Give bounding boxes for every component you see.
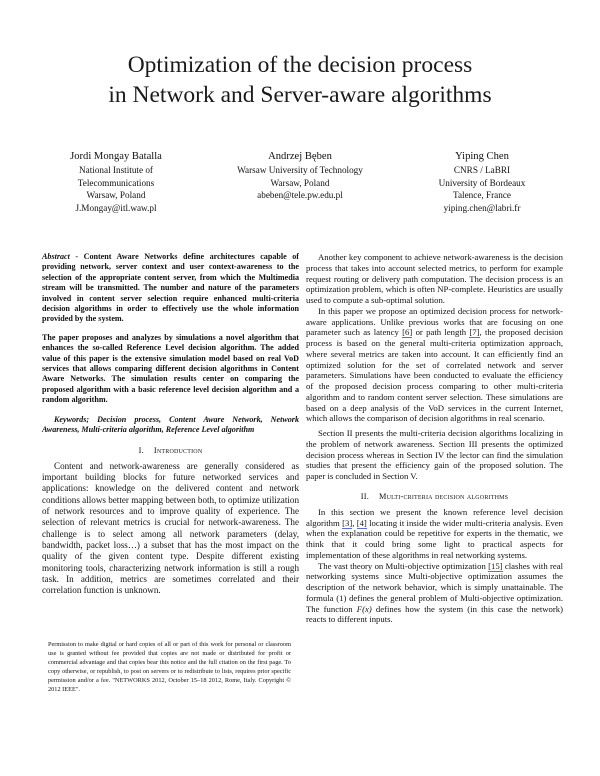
paragraph-proposal: In this paper we propose an optimized decision process for network-aware applications. Unlike previous works that are focusing on one parameter such as latency [6] or path length [7], the proposed decision process is based on the general multi-criteria optimization approach, where several metrics are taken into account. It can efficiently find an optimized solution for the set of correlated network and server parameters. Simulations have been conducted to evaluate the efficiency of the proposed decision process comparing to other multi-criteria algorithm and to random content server selection. These simulations are based on a deep analysis of the VoD services in the current Internet, which allows the comparison of decision algorithms in real scenario. <box>306 305 563 424</box>
author-affiliation: Warsaw University of Technology <box>237 165 363 175</box>
author-location: Talence, France <box>452 190 512 201</box>
author-name: Andrzej Bęben <box>268 151 332 162</box>
author-location: Warsaw, Poland <box>270 177 330 188</box>
author-email: abeben@tele.pw.edu.pl <box>257 190 343 201</box>
abstract-paragraph-2: The paper proposes and analyzes by simulations a novel algorithm that enhances the so-called Reference Level decision algorithm. The added value of this paper is the extensive simulation model based on real VoD services that allows comparing different decision algorithms in Content Aware Networks. The simulation results center on comparing the proposed algorithm with a basic reference level decision algorithm and a random algorithm. <box>42 332 299 405</box>
author-affiliation: University of Bordeaux <box>438 177 526 188</box>
math-function: F(x) <box>356 603 372 614</box>
paragraph-multiobjective: The vast theory on Multi-objective optimization [15] clashes with real networking systems since Multi-objective optimization assumes the description of the network behavior, which is simply unattainable. The formula (1) defines the general problem of Multi-objective optimization. The function F(x) defines how the system (in this case the network) reacts to different inputs. <box>306 560 563 625</box>
author-affiliation: National Institute of <box>79 165 153 175</box>
author-email: yiping.chen@labri.fr <box>443 202 521 213</box>
section-number: I. <box>138 445 144 455</box>
keywords <box>42 415 299 436</box>
citation-link[interactable]: [6] <box>402 327 413 338</box>
citation-link[interactable]: [3] <box>342 517 353 528</box>
section-heading-introduction <box>42 446 299 455</box>
author-affiliation: CNRS / LaBRI <box>453 165 511 175</box>
abstract-text: - Content Aware Networks define architectures capable of providing network, server context and user context-awareness to the selection of the appropriate content server, from which the Multimedia stream will be transmitted. The number and nature of the parameters involved in content server selection require enhanced multi-criteria decision algorithms in order to effectively use the whole information provided by the system. <box>42 252 299 324</box>
citation-link[interactable]: [15] <box>488 560 503 571</box>
author-name: Jordi Mongay Batalla <box>70 151 162 162</box>
section-title: Introduction <box>153 445 203 455</box>
left-column <box>42 252 299 597</box>
author-name: Yiping Chen <box>455 151 509 162</box>
title-line-1: Optimization of the decision process <box>127 52 473 78</box>
keywords-text: Decision process, Content Aware Network, Network Awareness, Multi-criteria algorithm, Reference Level algorithm <box>42 414 299 435</box>
author-block-3 <box>382 150 582 214</box>
author-affiliation: Telecommunications <box>77 177 155 188</box>
paragraph-reference-level: In this section we present the known reference level decision algorithm [3], [4] locating it inside the wider multi-criteria analysis. Even when the explanation could be repetitive for experts in the thematic, we think that it could bring some light to practical aspects for implementation of these algorithms in real networking systems. <box>306 506 563 560</box>
title-line-2: in Network and Server-aware algorithms <box>108 82 492 108</box>
paper-title <box>0 50 600 110</box>
citation-link[interactable]: [7] <box>469 327 480 338</box>
introduction-paragraph: Content and network-awareness are generally considered as important building blocks for future networked services and applications: knowledge on the delivered content and network conditions allows better mapping between both, to optimize utilization of network resources and to improve quality of experience. The selection of relevant metrics is crucial for network-awareness. The challenge is to select among all network parameters (delay, bandwidth, packet loss…) a subset that has the most impact on the quality of the given content type. Despite different existing monitoring tools, characterizing network information is still a rough task. In addition, metrics are sometimes correlated and their correlation function is unknown. <box>42 460 299 596</box>
keywords-label: Keywords; <box>54 414 90 424</box>
citation-link[interactable]: [4] <box>356 517 367 528</box>
author-email: J.Mongay@itl.waw.pl <box>75 202 157 213</box>
section-title: Multi-criteria decision algorithms <box>379 491 509 501</box>
right-column <box>306 252 563 625</box>
copyright-permission-notice: Permission to make digital or hard copies of all or part of this work for personal or classroom use is granted without fee provided that copies are not made or distributed for profit or commercial advantage and that copies bear this notice and the full citation on the first page. To copy otherwise, or republish, to post on servers or to redistribute to lists, requires prior specific permission and/or a fee. "NETWORKS 2012, October 15–18 2012, Rome, Italy. Copyright © 2012 IEEE". <box>48 641 291 693</box>
author-block-2 <box>200 150 400 202</box>
abstract-paragraph <box>42 252 299 325</box>
section-number: II. <box>360 491 369 501</box>
paragraph-decision-process: Another key component to achieve network-awareness is the decision process that takes into account selected metrics, to perform for example request routing or delivery path computation. The decision process is an optimization problem, which is often NP-complete. Heuristics are usually used to compute a sub-optimal solution. <box>306 252 563 305</box>
section-heading-multicriteria <box>306 492 563 501</box>
author-location: Warsaw, Poland <box>86 190 146 201</box>
abstract-label: Abstract <box>42 252 70 261</box>
paragraph-outline: Section II presents the multi-criteria decision algorithms localizing in the problem of network awareness. Section III presents the optimized decision process whereas in Section IV the lector can find the simulation studies that present the efficiency gain of the proposed solution. The paper is concluded in Section V. <box>306 428 563 481</box>
author-block-1 <box>16 150 216 214</box>
